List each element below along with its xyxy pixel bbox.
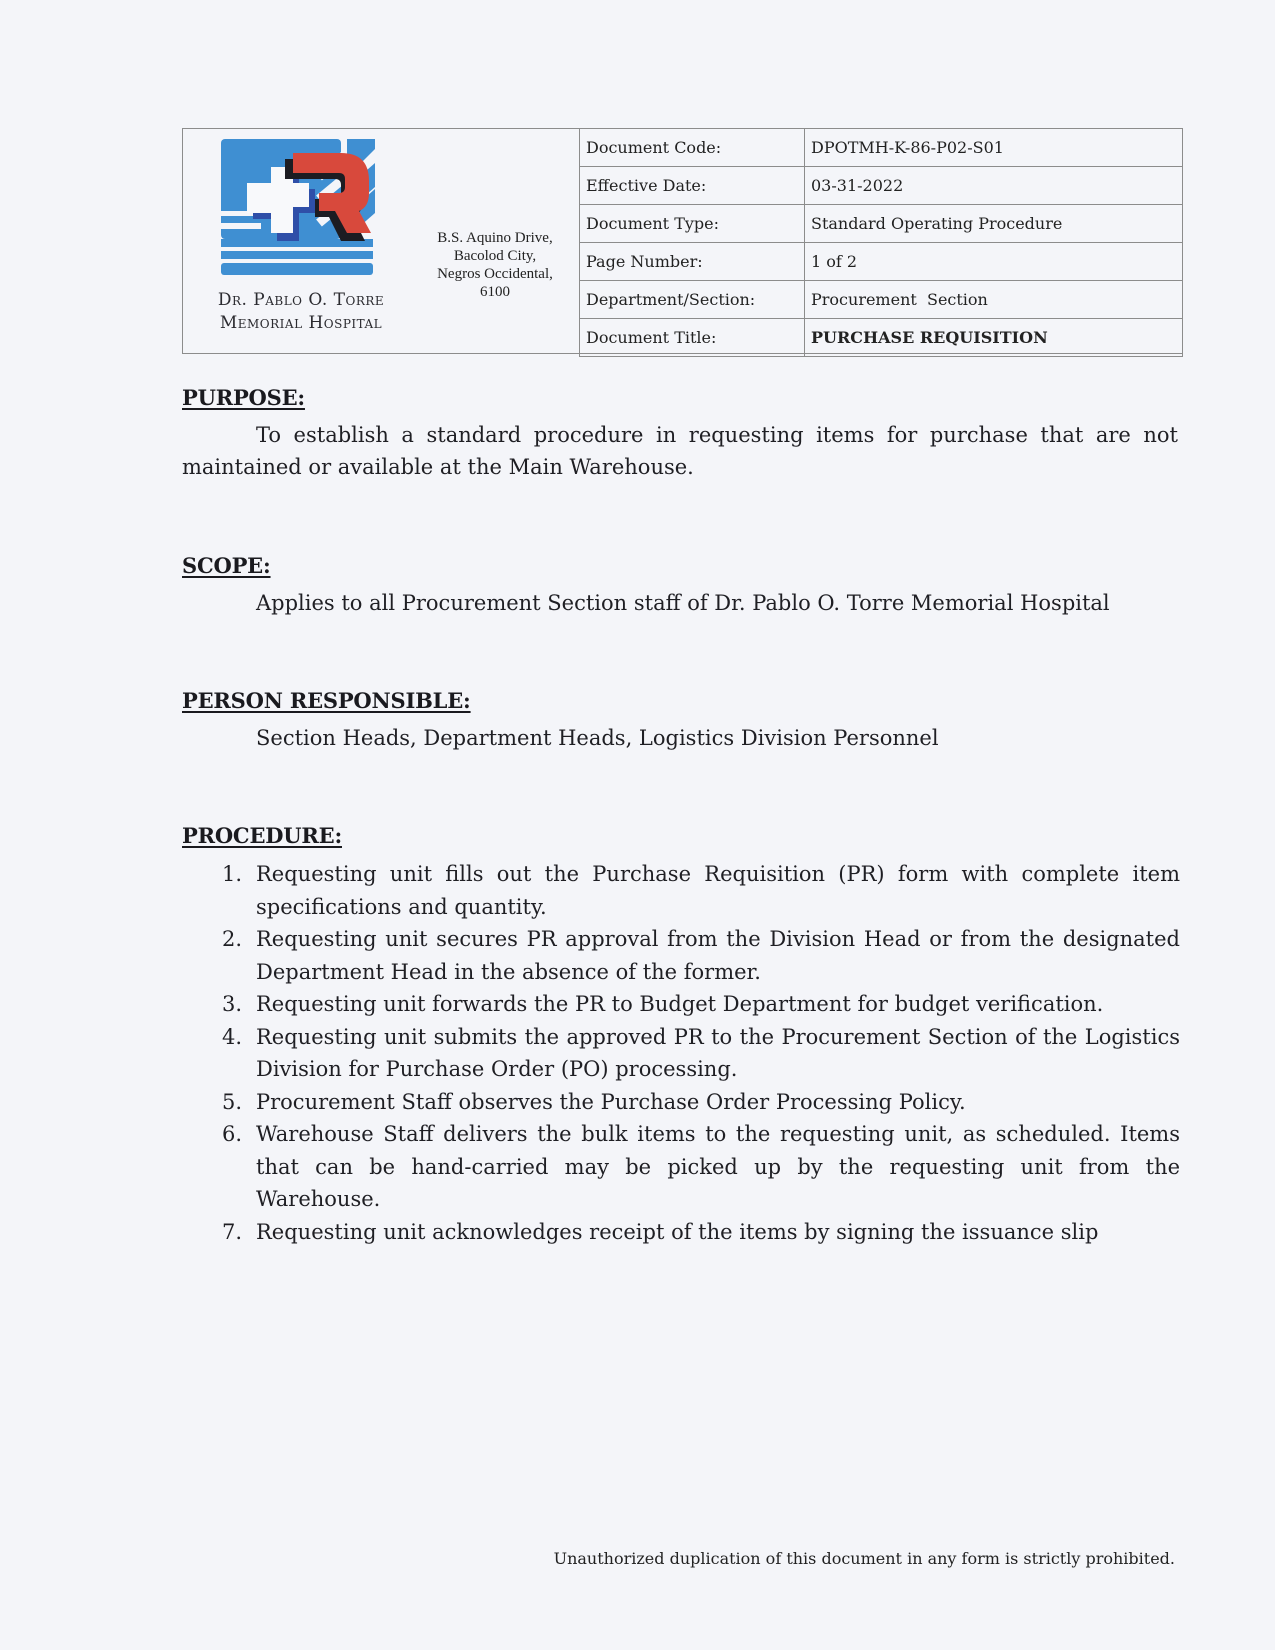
hospital-name (183, 289, 419, 335)
step-text: Requesting unit acknowledges receipt of the items by signing the issuance slip (256, 1219, 1099, 1244)
hospital-address (411, 229, 579, 301)
hospital-name-line1: Dr. Pablo O. Torre (217, 290, 385, 310)
meta-value: 1 of 2 (805, 243, 1183, 281)
meta-row-document-title (580, 319, 1183, 357)
purpose-heading: PURPOSE: (182, 385, 305, 410)
procedure-step (218, 988, 1180, 1021)
step-text: Warehouse Staff delivers the bulk items to the requesting unit, as scheduled. Items that can be hand-carried may be picked up by the requesting unit from the Warehouse. (256, 1122, 1180, 1211)
meta-value: Procurement Section (805, 281, 1183, 319)
meta-value-document-title: PURCHASE REQUISITION (805, 319, 1183, 357)
meta-label: Page Number: (580, 243, 805, 281)
procedure-heading: PROCEDURE: (182, 823, 342, 848)
step-number: 6. (222, 1122, 243, 1146)
procedure-step (218, 858, 1180, 923)
meta-row-document-type (580, 205, 1183, 243)
step-text: Requesting unit fills out the Purchase Requisition (PR) form with complete item specifications and quantity. (256, 862, 1180, 919)
document-meta-table (579, 128, 1183, 357)
scope-heading: SCOPE: (182, 553, 271, 578)
procedure-step (218, 923, 1180, 988)
step-number: 1. (222, 862, 243, 886)
meta-row-document-code (580, 129, 1183, 167)
step-text: Requesting unit forwards the PR to Budget Department for budget verification. (256, 992, 1104, 1016)
step-number: 4. (222, 1024, 243, 1049)
meta-value: Standard Operating Procedure (805, 205, 1183, 243)
meta-label: Document Code: (580, 129, 805, 167)
scope-text: Applies to all Procurement Section staff of Dr. Pablo O. Torre Memorial Hospital (256, 591, 1110, 615)
meta-label: Department/Section: (580, 281, 805, 319)
step-text: Requesting unit secures PR approval from the Division Head or from the designated Department Head in the absence of the former. (256, 927, 1180, 984)
address-line1: B.S. Aquino Drive, (437, 230, 553, 246)
hospital-branding (183, 129, 579, 353)
person-responsible-heading: PERSON RESPONSIBLE: (182, 688, 471, 713)
purpose-text: To establish a standard procedure in requesting items for purchase that are not maintained or available at the Main Warehouse. (182, 423, 1178, 479)
meta-label: Document Title: (580, 319, 805, 357)
address-line2: Bacolod City, (453, 248, 537, 264)
meta-value: 03-31-2022 (805, 167, 1183, 205)
hospital-name-line2: Memorial Hospital (219, 313, 383, 333)
procedure-step (218, 1216, 1180, 1249)
document-header (182, 128, 1183, 354)
meta-row-effective-date (580, 167, 1183, 205)
procedure-step (218, 1118, 1180, 1216)
step-text: Procurement Staff observes the Purchase Order Processing Policy. (256, 1089, 966, 1114)
duplication-notice: Unauthorized duplication of this document in any form is strictly prohibited. (553, 1549, 1175, 1568)
step-number: 3. (222, 992, 243, 1016)
person-responsible-text: Section Heads, Department Heads, Logistics Division Personnel (256, 726, 939, 750)
meta-value: DPOTMH-K-86-P02-S01 (805, 129, 1183, 167)
procedure-step (218, 1086, 1180, 1119)
meta-row-page-number (580, 243, 1183, 281)
meta-row-department (580, 281, 1183, 319)
meta-label: Document Type: (580, 205, 805, 243)
step-text: Requesting unit submits the approved PR to the Procurement Section of the Logistics Division for Purchase Order (PO) processing. (256, 1024, 1180, 1081)
address-line4: 6100 (480, 284, 510, 300)
hospital-cross-r-logo-icon (219, 137, 375, 289)
address-line3: Negros Occidental, (437, 266, 553, 282)
procedure-step (218, 1021, 1180, 1086)
step-number: 7. (222, 1219, 243, 1244)
meta-label: Effective Date: (580, 167, 805, 205)
step-number: 5. (222, 1089, 243, 1114)
procedure-steps (218, 858, 1180, 1248)
step-number: 2. (222, 927, 243, 951)
